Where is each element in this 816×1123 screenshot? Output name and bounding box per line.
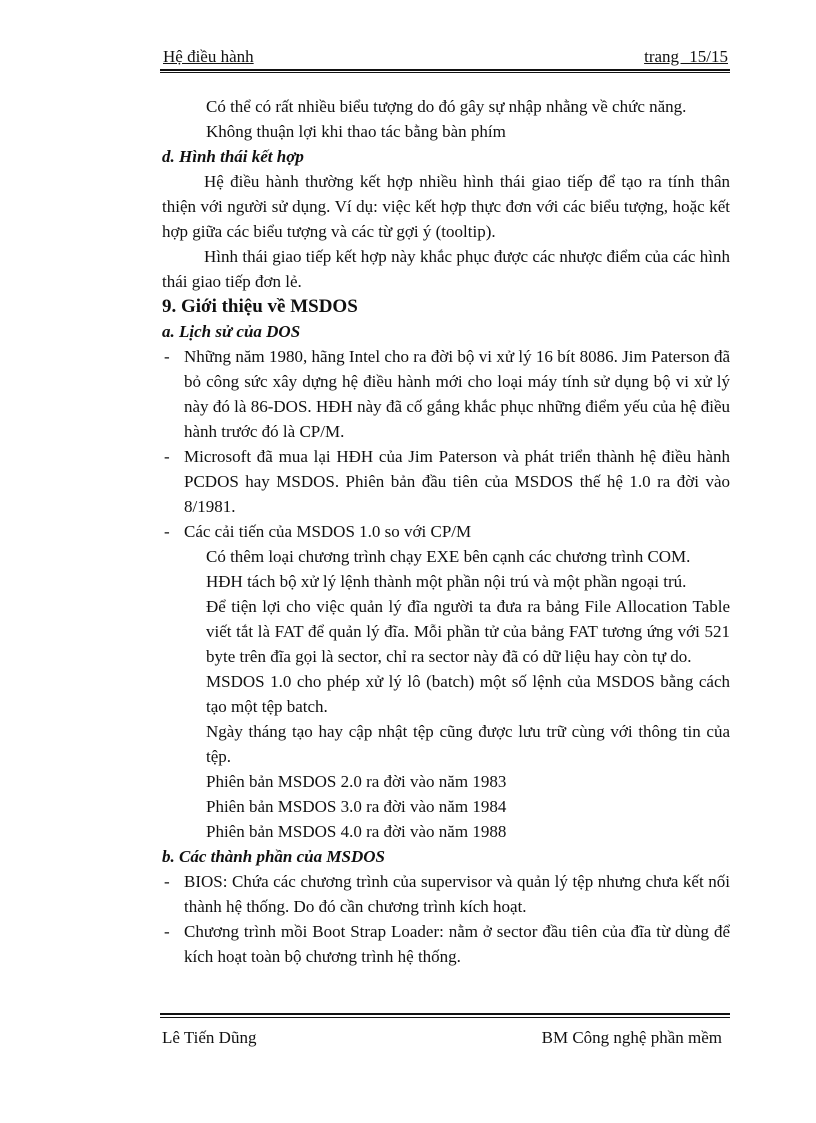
section-d-paragraph: Hệ điều hành thường kết hợp nhiều hình thái giao tiếp để tạo ra tính thân thiện với người sử dụng. Ví dụ: việc kết hợp thực đơn với các biểu tượng, hoặc kết hợp giữa các biểu tượng và các từ gợi ý (tooltip). bbox=[162, 172, 730, 241]
section-9b-heading: b. Các thành phần của MSDOS bbox=[162, 847, 385, 866]
footer-rule-thin bbox=[160, 1017, 730, 1018]
improvement-item: Có thêm loại chương trình chạy EXE bên cạnh các chương trình COM. bbox=[206, 547, 691, 566]
bullet-item bbox=[162, 919, 730, 969]
dash-bullet-icon: - bbox=[164, 347, 170, 366]
section-9-heading: 9. Giới thiệu về MSDOS bbox=[162, 296, 358, 317]
section-9a-heading: a. Lịch sử của DOS bbox=[162, 322, 301, 341]
improvement-item: HĐH tách bộ xử lý lệnh thành một phần nội trú và một phần ngoại trú. bbox=[206, 572, 687, 591]
page-content bbox=[162, 94, 730, 969]
dash-bullet-icon: - bbox=[164, 447, 170, 466]
footer-department: BM Công nghệ phần mềm bbox=[541, 1028, 722, 1047]
header-title: Hệ điều hành bbox=[163, 47, 254, 66]
dash-bullet-icon: - bbox=[164, 522, 170, 541]
header-rule bbox=[160, 69, 730, 71]
bullet-text: Microsoft đã mua lại HĐH của Jim Paterson và phát triển thành hệ điều hành PCDOS hay MSDOS. Phiên bản đầu tiên của MSDOS thế hệ 1.0 ra đời vào 8/1981. bbox=[184, 447, 730, 516]
section-d-paragraph: Hình thái giao tiếp kết hợp này khắc phục được các nhược điểm của các hình thái giao tiếp đơn lẻ. bbox=[162, 247, 730, 291]
bullet-item bbox=[162, 444, 730, 519]
section-d-heading: d. Hình thái kết hợp bbox=[162, 147, 304, 166]
bullet-text: Những năm 1980, hãng Intel cho ra đời bộ vi xử lý 16 bít 8086. Jim Paterson đã bỏ công sức xây dựng hệ điều hành mới cho loại máy tính sử dụng bộ vi xử lý này đó là 86-DOS. HĐH này đã cố gắng khắc phục những điểm yếu của hệ điều hành trước đó là CP/M. bbox=[184, 347, 730, 441]
footer-rule bbox=[160, 1013, 730, 1015]
bullet-text: BIOS: Chứa các chương trình của supervisor và quản lý tệp nhưng chưa kết nối thành hệ thống. Do đó cần chương trình kích hoạt. bbox=[184, 872, 730, 916]
footer-author: Lê Tiến Dũng bbox=[162, 1028, 257, 1047]
header-rule-thin bbox=[160, 72, 730, 73]
improvement-item: MSDOS 1.0 cho phép xử lý lô (batch) một số lệnh của MSDOS bằng cách tạo một tệp batch. bbox=[206, 672, 730, 716]
header-page-number: trang 15/15 bbox=[644, 47, 728, 66]
version-item: Phiên bản MSDOS 3.0 ra đời vào năm 1984 bbox=[206, 797, 507, 816]
intro-line: Không thuận lợi khi thao tác bằng bàn phím bbox=[206, 122, 506, 141]
version-item: Phiên bản MSDOS 4.0 ra đời vào năm 1988 bbox=[206, 822, 507, 841]
dash-bullet-icon: - bbox=[164, 922, 170, 941]
version-item: Phiên bản MSDOS 2.0 ra đời vào năm 1983 bbox=[206, 772, 507, 791]
bullet-item bbox=[162, 869, 730, 919]
bullet-item bbox=[162, 519, 730, 544]
intro-line: Có thể có rất nhiều biểu tượng do đó gây sự nhập nhằng về chức năng. bbox=[206, 97, 687, 116]
improvement-item: Để tiện lợi cho việc quản lý đĩa người ta đưa ra bảng File Allocation Table viết tắt là FAT để quản lý đĩa. Mỗi phần tử của bảng FAT tương ứng với 521 byte trên đĩa gọi là sector, chỉ ra sector này đã có dữ liệu hay còn tự do. bbox=[206, 597, 730, 666]
bullet-text: Chương trình mồi Boot Strap Loader: nằm ở sector đầu tiên của đĩa từ dùng để kích hoạt toàn bộ chương trình hệ thống. bbox=[184, 922, 730, 966]
bullet-item bbox=[162, 344, 730, 444]
bullet-text: Các cải tiến của MSDOS 1.0 so với CP/M bbox=[184, 522, 472, 541]
improvement-item: Ngày tháng tạo hay cập nhật tệp cũng được lưu trữ cùng với thông tin của tệp. bbox=[206, 722, 730, 766]
dash-bullet-icon: - bbox=[164, 872, 170, 891]
